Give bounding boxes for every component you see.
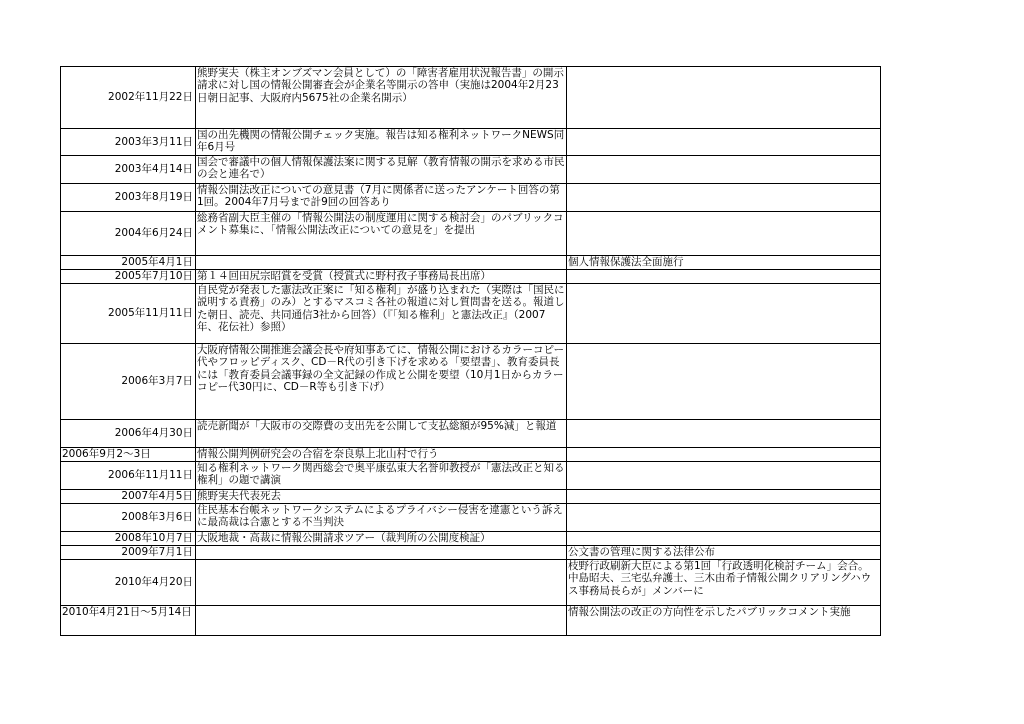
law-cell bbox=[567, 504, 881, 532]
table-row bbox=[61, 212, 881, 256]
law-cell: 公文書の管理に関する法律公布 bbox=[567, 546, 881, 560]
table-row bbox=[61, 560, 881, 606]
event-cell: 大阪府情報公開推進会議会長や府知事あてに、情報公開におけるカラーコピー代やフロッピディスク、CD－R代の引き下げを求める「要望書」、教育委員長には「教育委員会議事録の全文記録の作成と公開を要望（10月1日からカラーコピー代30円に、CD－R等も引き下げ） bbox=[196, 344, 567, 420]
date-cell: 2010年4月21日～5月14日 bbox=[61, 606, 196, 636]
table-row bbox=[61, 284, 881, 344]
table-row bbox=[61, 270, 881, 284]
event-cell: 国会で審議中の個人情報保護法案に関する見解（教育情報の開示を求める市民の会と連名で） bbox=[196, 156, 567, 184]
table-row bbox=[61, 532, 881, 546]
event-cell: 情報公開判例研究会の合宿を奈良県上北山村で行う bbox=[196, 448, 567, 462]
event-cell: 読売新聞が「大阪市の交際費の支出先を公開して支払総額が95%減」と報道 bbox=[196, 420, 567, 448]
law-cell bbox=[567, 67, 881, 129]
date-cell: 2007年4月5日 bbox=[61, 490, 196, 504]
date-cell: 2010年4月20日 bbox=[61, 560, 196, 606]
date-cell: 2005年4月1日 bbox=[61, 256, 196, 270]
law-cell bbox=[567, 129, 881, 156]
law-cell bbox=[567, 448, 881, 462]
table-row bbox=[61, 504, 881, 532]
law-cell bbox=[567, 462, 881, 490]
event-cell: 国の出先機関の情報公開チェック実施。報告は知る権利ネットワークNEWS同年6月号 bbox=[196, 129, 567, 156]
law-cell bbox=[567, 212, 881, 256]
law-cell bbox=[567, 344, 881, 420]
event-cell: 熊野実夫（株主オンブズマン会員として）の「障害者雇用状況報告書」の開示請求に対し国の情報公開審査会が企業名等開示の答申（実施は2004年2月23日朝日記事、大阪府内5675社の企業名開示） bbox=[196, 67, 567, 129]
law-cell: 情報公開法の改正の方向性を示したパブリックコメント実施 bbox=[567, 606, 881, 636]
date-cell: 2006年11月11日 bbox=[61, 462, 196, 490]
law-cell bbox=[567, 156, 881, 184]
date-cell: 2003年3月11日 bbox=[61, 129, 196, 156]
date-cell: 2006年3月7日 bbox=[61, 344, 196, 420]
event-cell bbox=[196, 606, 567, 636]
law-cell bbox=[567, 184, 881, 212]
table-row bbox=[61, 184, 881, 212]
event-cell: 大阪地裁・高裁に情報公開請求ツアー（裁判所の公開度検証） bbox=[196, 532, 567, 546]
table-row bbox=[61, 256, 881, 270]
table-row bbox=[61, 462, 881, 490]
event-cell bbox=[196, 256, 567, 270]
table-row bbox=[61, 490, 881, 504]
event-cell bbox=[196, 546, 567, 560]
date-cell: 2009年7月1日 bbox=[61, 546, 196, 560]
table-row bbox=[61, 129, 881, 156]
law-cell: 枝野行政刷新大臣による第1回「行政透明化検討チーム」会合。中島昭夫、三宅弘弁護士、三木由希子情報公開クリアリングハウス事務局長らが」メンバーに bbox=[567, 560, 881, 606]
date-cell: 2003年8月19日 bbox=[61, 184, 196, 212]
date-cell: 2003年4月14日 bbox=[61, 156, 196, 184]
date-cell: 2002年11月22日 bbox=[61, 67, 196, 129]
law-cell bbox=[567, 490, 881, 504]
event-cell: 自民党が発表した憲法改正案に「知る権利」が盛り込まれた（実際は「国民に説明する責務」のみ）とするマスコミ各社の報道に対し質問書を送る。報道した朝日、読売、共同通信3社から回答）（『「知る権利」と憲法改正』（2007年、花伝社）参照） bbox=[196, 284, 567, 344]
event-cell: 知る権利ネットワーク関西総会で奥平康弘東大名誉卯教授が「憲法改正と知る権利」の題で講演 bbox=[196, 462, 567, 490]
table-row bbox=[61, 448, 881, 462]
date-cell: 2006年4月30日 bbox=[61, 420, 196, 448]
table-row bbox=[61, 344, 881, 420]
date-cell: 2006年9月2～3日 bbox=[61, 448, 196, 462]
table-row bbox=[61, 156, 881, 184]
law-cell bbox=[567, 270, 881, 284]
event-cell: 熊野実夫代表死去 bbox=[196, 490, 567, 504]
event-cell: 総務省副大臣主催の「情報公開法の制度運用に関する検討会」のパブリックコメント募集に、「情報公開法改正についての意見を」を提出 bbox=[196, 212, 567, 256]
event-cell: 第１４回田尻宗昭賞を受賞（授賞式に野村孜子事務局長出席） bbox=[196, 270, 567, 284]
law-cell: 個人情報保護法全面施行 bbox=[567, 256, 881, 270]
event-cell: 情報公開法改正についての意見書（7月に関係者に送ったアンケート回答の第1回。2004年7月号まで計9回の回答あり bbox=[196, 184, 567, 212]
event-cell bbox=[196, 560, 567, 606]
law-cell bbox=[567, 532, 881, 546]
event-cell: 住民基本台帳ネットワークシステムによるプライバシー侵害を違憲という訴えに最高裁は合憲とする不当判決 bbox=[196, 504, 567, 532]
table-row bbox=[61, 67, 881, 129]
date-cell: 2005年7月10日 bbox=[61, 270, 196, 284]
law-cell bbox=[567, 420, 881, 448]
table-row bbox=[61, 420, 881, 448]
date-cell: 2005年11月11日 bbox=[61, 284, 196, 344]
date-cell: 2008年3月6日 bbox=[61, 504, 196, 532]
law-cell bbox=[567, 284, 881, 344]
date-cell: 2008年10月7日 bbox=[61, 532, 196, 546]
table-row bbox=[61, 606, 881, 636]
date-cell: 2004年6月24日 bbox=[61, 212, 196, 256]
table-row bbox=[61, 546, 881, 560]
timeline-table bbox=[60, 66, 881, 636]
